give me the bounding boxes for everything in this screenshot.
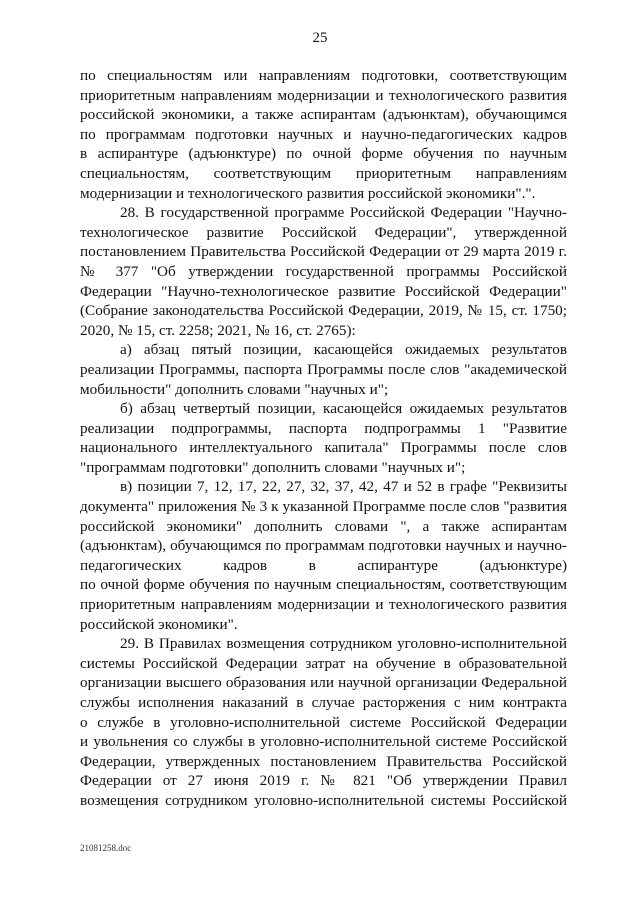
text-line: и увольнения со службы в уголовно-исполнительной системе Российской: [80, 733, 567, 751]
page-number: 25: [312, 30, 328, 46]
document-body: [80, 66, 567, 811]
text-line: службы исполнения наказаний в случае расторжения с ним контракта: [80, 694, 567, 711]
text-line: документа" приложения № 3 к указанной Программе после слов "развития: [80, 498, 567, 516]
text-line: а) абзац пятый позиции, касающейся ожидаемых результатов: [120, 341, 567, 359]
text-line: приоритетным направлениям модернизации и технологического развития: [80, 86, 567, 104]
text-line: по специальностям или направлениям подготовки, соответствующим: [80, 67, 567, 84]
text-line: модернизации и технологического развития российской экономики".".: [80, 184, 536, 202]
text-line: технологическое развитие Российской Федерации", утвержденной: [80, 223, 567, 241]
text-line: системы Российской Федерации затрат на обучение в образовательной: [80, 654, 567, 672]
text-line: (Собрание законодательства Российской Федерации, 2019, № 15, ст. 1750;: [80, 302, 567, 320]
text-line: Федерации "Научно-технологическое развитие Российской Федерации": [80, 282, 567, 300]
text-line: российской экономики" дополнить словами ", а также аспирантам: [80, 517, 567, 535]
text-line: приоритетным направлениям модернизации и технологического развития: [80, 596, 567, 614]
text-line: по программам подготовки научных и научно-педагогических кадров: [80, 125, 567, 143]
text-line: педагогических кадров в аспирантуре (адъюнктуре): [80, 556, 567, 574]
text-line: по очной форме обучения по научным специальностям, соответствующим: [80, 576, 567, 594]
text-line: мобильности" дополнить словами "научных и";: [80, 380, 389, 398]
text-line: (адъюнктам), обучающимся по программам подготовки научных и научно-: [80, 537, 567, 555]
text-line: в аспирантуре (адъюнктуре) по очной форме обучения по научным: [80, 145, 567, 163]
text-line: возмещения сотрудником уголовно-исполнительной системы Российской: [80, 791, 567, 809]
text-line: № 377 "Об утверждении государственной программы Российской: [80, 262, 567, 280]
text-line: б) абзац четвертый позиции, касающейся ожидаемых результатов: [120, 400, 567, 418]
text-line: российской экономики".: [80, 615, 238, 633]
text-line: организации высшего образования или научной организации Федеральной: [80, 674, 567, 692]
text-line: российской экономики, а также аспирантам (адъюнктам), обучающимся: [80, 106, 567, 124]
text-line: реализации подпрограммы, паспорта подпрограммы 1 "Развитие: [80, 419, 567, 437]
document-file-code: 21081258.doc: [80, 843, 132, 853]
text-line: постановлением Правительства Российской Федерации от 29 марта 2019 г.: [80, 243, 567, 261]
text-line: реализации Программы, паспорта Программы после слов "академической: [80, 360, 567, 378]
text-line: Федерации, утвержденных постановлением Правительства Российской: [80, 752, 567, 770]
text-line: 2020, № 15, ст. 2258; 2021, № 16, ст. 2765):: [80, 321, 356, 339]
text-line: о службе в уголовно-исполнительной системе Российской Федерации: [80, 713, 567, 731]
text-line: 29. В Правилах возмещения сотрудником уголовно-исполнительной: [120, 635, 567, 653]
text-line: 28. В государственной программе Российской Федерации "Научно-: [120, 204, 567, 222]
text-line: "программам подготовки" дополнить словами "научных и";: [80, 458, 466, 476]
text-line: в) позиции 7, 12, 17, 22, 27, 32, 37, 42, 47 и 52 в графе "Реквизиты: [120, 478, 567, 496]
text-line: Федерации от 27 июня 2019 г. № 821 "Об утверждении Правил: [80, 772, 567, 790]
text-line: специальностям, соответствующим приоритетным направлениям: [80, 164, 567, 182]
text-line: национального интеллектуального капитала" Программы после слов: [80, 439, 567, 457]
